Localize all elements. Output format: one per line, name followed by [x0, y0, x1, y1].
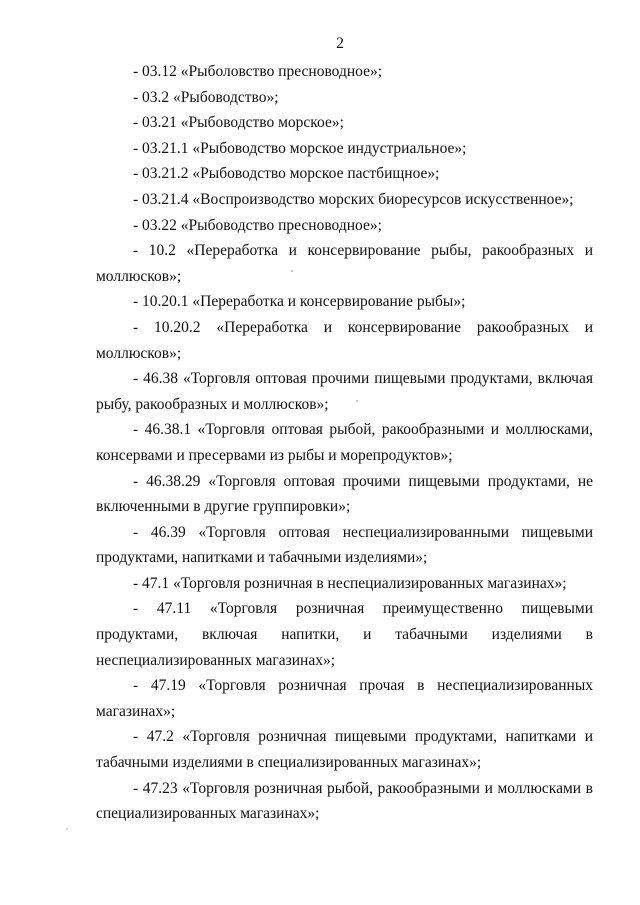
activity-code-list	[96, 59, 593, 827]
scan-speck	[66, 828, 68, 830]
list-item: - 46.38 «Торговля оптовая прочими пищевыми продуктами, включая рыбу, ракообразных и моллюсков»;	[96, 370, 593, 413]
list-item: - 10.20.1 «Переработка и консервирование рыбы»;	[133, 293, 466, 311]
scan-speck	[356, 400, 358, 402]
list-item: - 46.38.29 «Торговля оптовая прочими пищевыми продуктами, не включенными в другие группировки»;	[96, 472, 593, 516]
list-item: - 47.1 «Торговля розничная в неспециализированных магазинах»;	[133, 574, 567, 592]
list-item: - 47.11 «Торговля розничная преимущественно пищевыми продуктами, включая напитки, и табачными изделиями в неспециализированных магазинах»;	[96, 600, 593, 669]
page-number: 2	[336, 35, 344, 52]
list-item: - 03.21 «Рыбоводство морское»;	[133, 114, 344, 132]
list-item: - 47.19 «Торговля розничная прочая в неспециализированных магазинах»;	[96, 677, 593, 720]
list-item: - 47.23 «Торговля розничная рыбой, ракообразными и моллюсками в специализированных магазинах»;	[96, 779, 593, 823]
list-item: - 03.22 «Рыбоводство пресноводное»;	[133, 216, 382, 234]
list-item: - 03.21.4 «Воспроизводство морских биоресурсов искусственное»;	[133, 190, 574, 208]
list-item: - 03.12 «Рыболовство пресноводное»;	[133, 63, 383, 80]
list-item: - 10.2 «Переработка и консервирование рыбы, ракообразных и моллюсков»;	[96, 242, 593, 285]
list-item: - 46.38.1 «Торговля оптовая рыбой, ракообразными и моллюсками, консервами и пресервами из рыбы и морепродуктов»;	[96, 421, 593, 464]
list-item: - 47.2 «Торговля розничная пищевыми продуктами, напитками и табачными изделиями в специализированных магазинах»;	[96, 728, 593, 772]
list-item: - 46.39 «Торговля оптовая неспециализированными пищевыми продуктами, напитками и табачными изделиями»;	[96, 523, 593, 567]
scan-speck	[291, 270, 293, 272]
list-item: - 10.20.2 «Переработка и консервирование ракообразных и моллюсков»;	[96, 318, 593, 362]
list-item: - 03.21.1 «Рыбоводство морское индустриальное»;	[133, 139, 467, 157]
list-item: - 03.2 «Рыбоводство»;	[133, 88, 279, 106]
list-item: - 03.21.2 «Рыбоводство морское пастбищное»;	[133, 165, 440, 183]
